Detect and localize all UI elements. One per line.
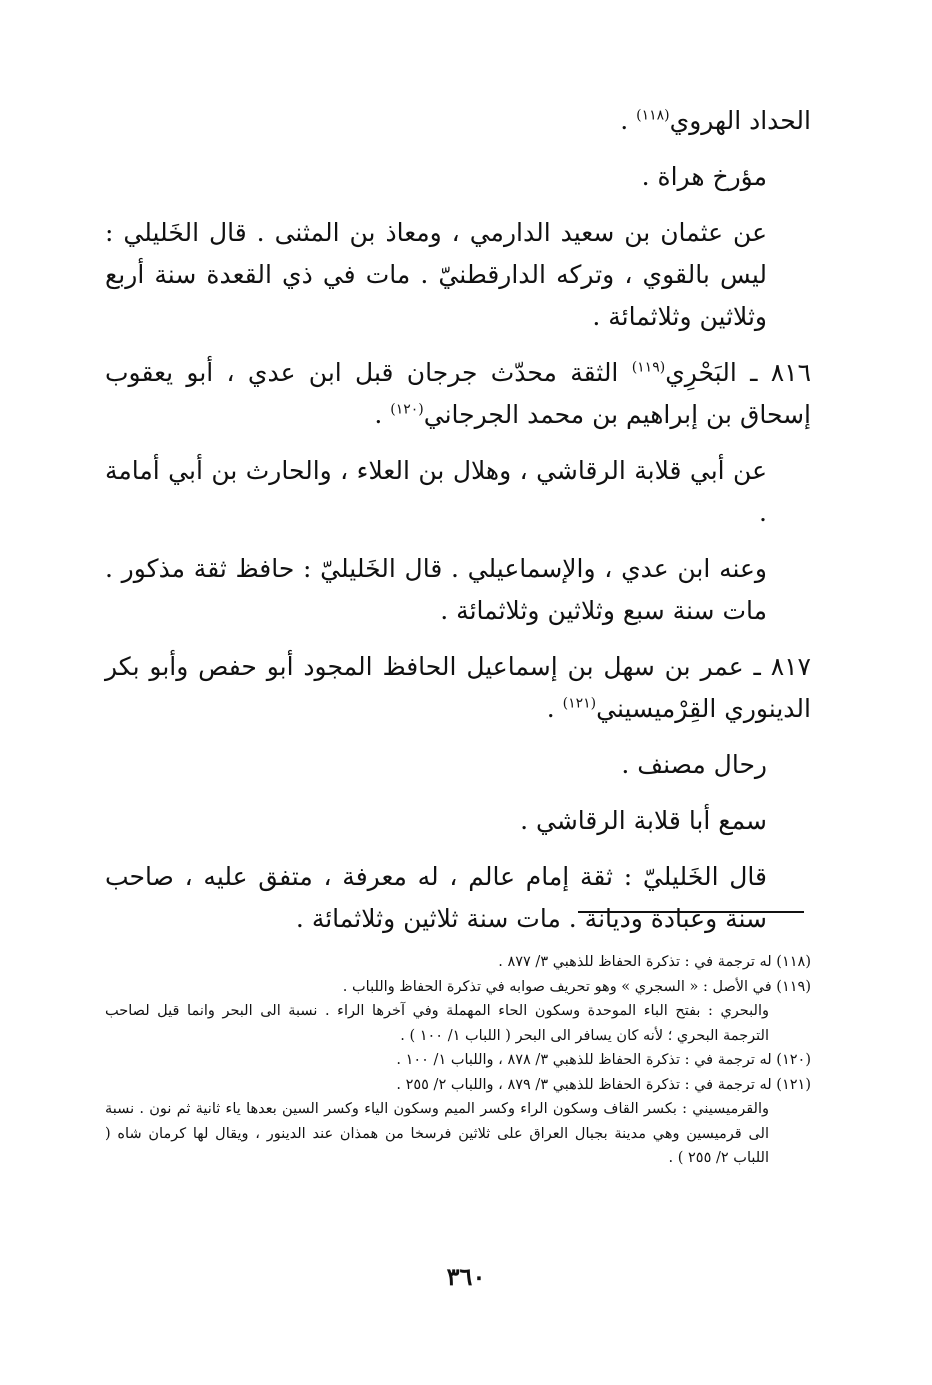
footnote-121: (١٢١) له ترجمة في : تذكرة الحفاظ للذهبي ٣/ ٨٧٩ ، واللباب ٢/ ٢٥٥ . [396,1076,811,1093]
main-text [105,100,811,940]
entry-816 [105,352,811,436]
footnote-divider [578,911,804,913]
footnote-120: (١٢٠) له ترجمة في : تذكرة الحفاظ للذهبي ٣/ ٨٧٨ ، واللباب ١/ ١٠٠ . [396,1052,811,1068]
footnote-ref: (١١٨) [636,107,670,124]
entry-tail: . [546,694,563,723]
footnote-119: (١١٩) في الأصل : « السجري » وهو تحريف صوابه في تذكرة الحفاظ واللباب . [342,978,811,995]
paragraph-teachers: عن أبي قلابة الرقاشي ، وهلال بن العلاء ، والحارث بن أبي أمامة . [105,456,767,527]
line-tail: . [620,106,637,135]
paragraph-students: وعنه ابن عدي ، والإسماعيلي . قال الخَليليّ : حافظ ثقة مذكور . مات سنة سبع وثلاثين وثلاثمائة . [105,554,767,625]
footnotes [105,950,811,1171]
line-description: مؤرخ هراة . [641,162,767,191]
footnote-ref: (١٢١) [562,695,597,712]
footnote-ref: (١١٩) [631,359,666,376]
entry-tail: . [374,400,391,429]
footnote-121-note: والقرميسيني : بكسر القاف وسكون الراء وكسر الميم وسكون الياء وكسر السين بعدها ياء ثانية ثم نون . نسبة الى قرميسين وهي مدينة بجبال العراق على ثلاثين فرسخا من همذان عند الدينور ، ويقال لها كرمان شاه ( اللباب ٢/ ٢٥٥ ) . [105,1101,769,1166]
paragraph-narrators: عن عثمان بن سعيد الدارمي ، ومعاذ بن المثنى . قال الخَليلي : ليس بالقوي ، وتركه الدارقطنيّ . مات في ذي القعدة سنة أربع وثلاثين وثلاثمائة . [105,218,767,331]
paragraph-assessment: قال الخَليليّ : ثقة إمام عالم ، له معرفة ، متفق عليه ، صاحب سنة وعبادة وديانة . مات سنة ثلاثين وثلاثمائة . [105,862,767,933]
entry-body: الثقة محدّث جرجان قبل ابن عدي ، أبو يعقوب إسحاق بن إبراهيم بن محمد الجرجاني [105,358,811,429]
footnote-118: (١١٨) له ترجمة في : تذكرة الحفاظ للذهبي ٣/ ٨٧٧ . [498,954,811,970]
line-description: رحال مصنف . [621,750,767,779]
page-number: ٣٦٠ [446,1262,486,1291]
entry-head: ٨١٦ ـ البَحْرِي [665,358,812,387]
entry-817 [105,646,811,730]
line-continuation [105,100,811,142]
footnote-ref: (١٢٠) [390,401,424,418]
line-heard: سمع أبا قلابة الرقاشي . [520,806,767,835]
entry-head: ٨١٧ ـ عمر بن سهل بن إسماعيل الحافظ المجود أبو حفص وأبو بكر الدينوري القِرْميسيني [105,652,811,723]
line-text: الحداد الهروي [669,106,811,135]
footnote-119-note: والبحري : بفتح الباء الموحدة وسكون الحاء المهملة وفي آخرها الراء . نسبة الى البحر وانما قيل لصاحب الترجمة البحري ؛ لأنه كان يسافر الى البحر ( اللباب ١/ ١٠٠ ) . [105,1003,769,1044]
